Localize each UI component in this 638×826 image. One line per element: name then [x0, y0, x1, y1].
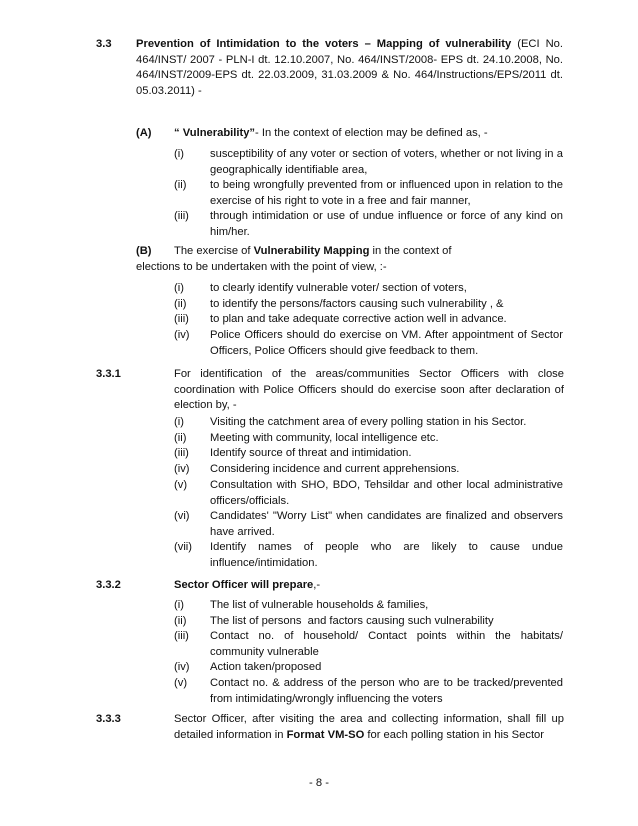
- item-number: (iv): [174, 463, 190, 475]
- item-number: (v): [174, 677, 188, 689]
- item-number: (iii): [174, 630, 189, 642]
- item-number: (vi): [174, 510, 190, 522]
- list-item: Meeting with community, local intelligence etc.: [210, 432, 439, 444]
- item-number: (iii): [174, 447, 189, 459]
- section-refs: 464/INST/ 2007 - PLN-I dt. 12.10.2007, No. 464/INST/2008- EPS dt. 24.10.2008, No. 464/INST/2009-EPS dt. 22.03.2009, 31.03.2009 & No. 464/Instructions/EPS/2011 dt. 05.03.2011) -: [136, 53, 563, 97]
- section-number: 3.3.1: [96, 368, 121, 380]
- list-item: to identify the persons/factors causing such vulnerability , &: [210, 298, 504, 310]
- item-number: (i): [174, 282, 184, 294]
- list-item: Identify source of threat and intimidation.: [210, 447, 412, 459]
- item-number: (ii): [174, 615, 187, 627]
- item-number: (ii): [174, 432, 187, 444]
- defined-term: Vulnerability Mapping: [253, 245, 370, 257]
- list-item: Considering incidence and current apprehensions.: [210, 463, 460, 475]
- subsection-text: [174, 244, 564, 260]
- section-title: Prevention of Intimidation to the voters – Mapping of vulnerability: [136, 38, 512, 50]
- subsection-label: (B): [136, 245, 152, 257]
- item-number: (ii): [174, 298, 187, 310]
- list-item: The list of persons and factors causing such vulnerability: [210, 615, 494, 627]
- definition-text: - In the context of election may be defined as, -: [255, 127, 488, 139]
- subsection-text: [174, 126, 564, 142]
- item-number: (i): [174, 416, 184, 428]
- section-text: For identification of the areas/communities Sector Officers with close coordination with Police Officers should do exercise soon after declaration of election by, -: [174, 368, 564, 412]
- item-number: (iv): [174, 329, 190, 341]
- text-span: for each polling station in his Sector: [364, 728, 545, 741]
- page-number: - 8 -: [309, 777, 329, 789]
- item-number: (vii): [174, 541, 193, 553]
- item-number: (iv): [174, 661, 190, 673]
- section-number: 3.3: [96, 38, 112, 50]
- subsection-label: (A): [136, 127, 152, 139]
- item-number: (iii): [174, 210, 189, 222]
- section-refs-first: (ECI No.: [511, 38, 563, 50]
- section-heading: [174, 578, 320, 594]
- section-text: [174, 712, 564, 743]
- list-item: to being wrongfully prevented from or influenced upon in relation to the exercise of his right to vote in a free and fair manner,: [210, 179, 563, 207]
- section-heading: [136, 37, 563, 99]
- text-span: The exercise of: [174, 245, 254, 257]
- text-span: Sector Officer, after visiting the area and collecting information, shall fill up detailed information in: [174, 713, 564, 741]
- list-item: to plan and take adequate corrective action well in advance.: [210, 313, 507, 325]
- list-item: to clearly identify vulnerable voter/ section of voters,: [210, 282, 467, 294]
- list-item: Consultation with SHO, BDO, Tehsildar and other local administrative officers/officials.: [210, 479, 563, 507]
- list-item: Visiting the catchment area of every polling station in his Sector.: [210, 416, 527, 428]
- item-number: (i): [174, 148, 184, 160]
- format-name: Format VM-SO: [286, 728, 365, 741]
- list-item: susceptibility of any voter or section of voters, whether or not living in a geographically identifiable area,: [210, 148, 563, 176]
- item-number: (i): [174, 599, 184, 611]
- section-number: 3.3.2: [96, 579, 121, 591]
- list-item: Police Officers should do exercise on VM. After appointment of Sector Officers, Police Officers should give feedback to them.: [210, 329, 563, 357]
- section-number: 3.3.3: [96, 713, 121, 725]
- subsection-text-continued: elections to be undertaken with the point of view, :-: [136, 261, 387, 273]
- text-span: in the context of: [369, 245, 452, 257]
- list-item: Candidates' "Worry List" when candidates are finalized and observers have arrived.: [210, 510, 563, 538]
- list-item: The list of vulnerable households & families,: [210, 599, 429, 611]
- defined-term: “ Vulnerability”: [174, 127, 256, 139]
- item-number: (v): [174, 479, 188, 491]
- list-item: Contact no. & address of the person who are to be tracked/prevented from intimidating/wrongly influencing the voters: [210, 677, 563, 705]
- list-item: Contact no. of household/ Contact points within the habitats/ community vulnerable: [210, 630, 563, 658]
- list-item: Action taken/proposed: [210, 661, 322, 673]
- list-item: through intimidation or use of undue influence or force of any kind on him/her.: [210, 210, 563, 238]
- section-title: Sector Officer will prepare: [174, 579, 314, 591]
- item-number: (iii): [174, 313, 189, 325]
- item-number: (ii): [174, 179, 187, 191]
- list-item: Identify names of people who are likely to cause undue influence/intimidation.: [210, 541, 563, 569]
- section-title-suffix: ,-: [313, 579, 321, 591]
